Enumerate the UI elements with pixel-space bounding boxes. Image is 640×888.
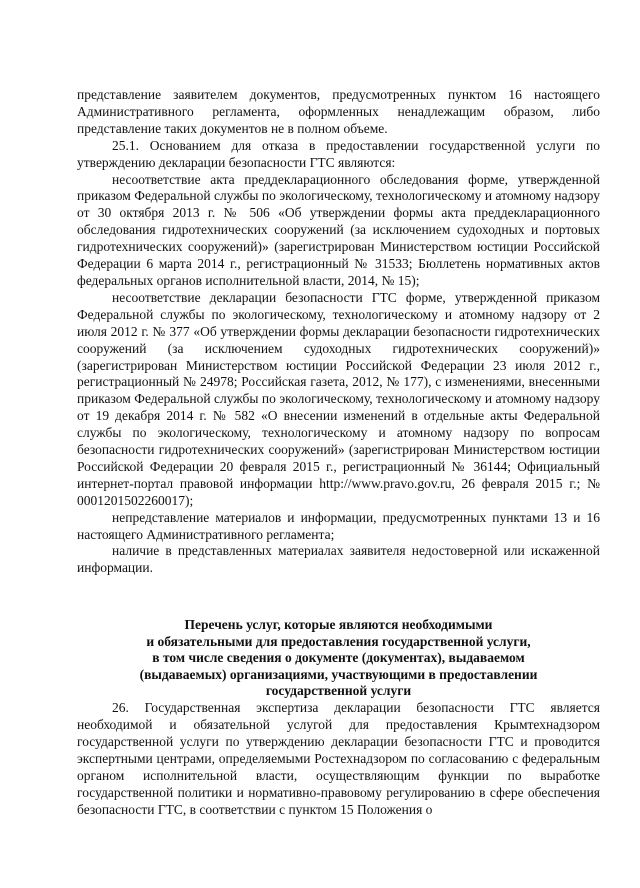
section-heading bbox=[77, 617, 600, 699]
heading-line: (выдаваемых) организациями, участвующими в предоставлении bbox=[139, 666, 538, 682]
heading-line: Перечень услуг, которые являются необходимыми bbox=[184, 617, 493, 633]
paragraph-predeclaration-act: несоответствие акта преддекларационного обследования форме, утвержденной приказом Федеральной службы по экологическому, технологическому и атомному надзору от 30 октября 2013 г. № 506 «Об утверждении формы акта преддекларационного обследования гидротехнических сооружений (за исключением судоходных и портовых гидротехнических сооружений)» (зарегистрирован Министерством юстиции Российской Федерации 6 марта 2014 г., регистрационный № 31533; Бюллетень нормативных актов федеральных органов исполнительной власти, 2014, № 15); bbox=[77, 171, 600, 288]
heading-line: в том числе сведения о документе (документах), выдаваемом bbox=[152, 650, 525, 666]
paragraph-declaration-form: несоответствие декларации безопасности ГТС форме, утвержденной приказом Федеральной службы по экологическому, технологическому и атомному надзору от 2 июля 2012 г. № 377 «Об утверждении формы декларации безопасности гидротехнических сооружений (за исключением судоходных гидротехнических сооружений)» (зарегистрирован Министерством юстиции Российской Федерации 23 июля 2012 г., регистрационный № 24978; Российская газета, 2012, № 177), с изменениями, внесенными приказом Федеральной службы по экологическому, технологическому и атомному надзору от 19 декабря 2014 г. № 582 «О внесении изменений в отдельные акты Федеральной службы по экологическому, технологическому и атомному надзору по вопросам безопасности гидротехнических сооружений» (зарегистрирован Министерством юстиции Российской Федерации 20 февраля 2015 г., регистрационный № 36144; Официальный интернет-портал правовой информации http://www.pravo.gov.ru, 26 февраля 2015 г.; № 0001201502260017); bbox=[77, 289, 600, 508]
paragraph-false-information: наличие в представленных материалах заявителя недостоверной или искаженной информации. bbox=[77, 543, 600, 576]
document-body bbox=[77, 87, 600, 819]
paragraph-26: 26. Государственная экспертиза декларации безопасности ГТС является необходимой и обязательной услугой для предоставления Крымтехнадзором государственной услуги по утверждению декларации безопасности ГТС и проводится экспертными центрами, определяемыми Ростехнадзором по согласованию с федеральным органом исполнительной власти, осуществляющим функции по выработке государственной политики и нормативно-правовому регулированию в сфере обеспечения безопасности ГТС, в соответствии с пунктом 15 Положения о bbox=[77, 700, 600, 817]
paragraph-non-submission: непредставление материалов и информации, предусмотренных пунктами 13 и 16 настоящего Административного регламента; bbox=[77, 509, 600, 542]
paragraph-documents-improper: представление заявителем документов, предусмотренных пунктом 16 настоящего Административного регламента, оформленных ненадлежащим образом, либо представление таких документов не в полном объеме. bbox=[77, 87, 600, 136]
heading-line: и обязательными для предоставления государственной услуги, bbox=[146, 633, 531, 649]
heading-line: государственной услуги bbox=[265, 682, 412, 698]
paragraph-25-1: 25.1. Основанием для отказа в предоставлении государственной услуги по утверждению декларации безопасности ГТС являются: bbox=[77, 137, 600, 170]
